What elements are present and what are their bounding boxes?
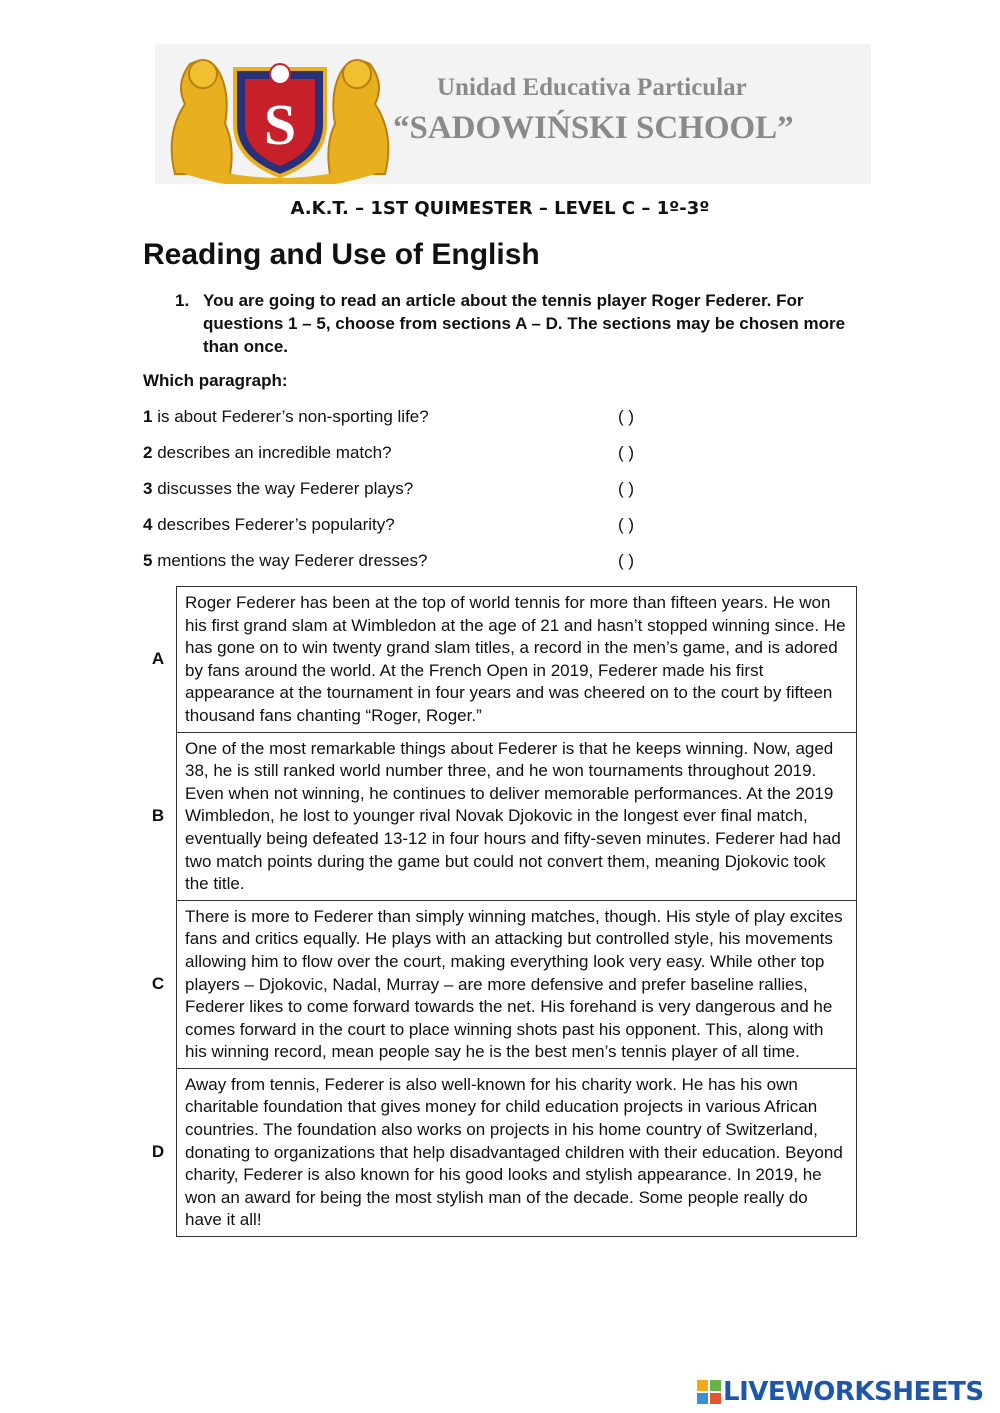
liveworksheets-brand [697, 1377, 984, 1407]
question-text: describes an incredible match? [152, 443, 392, 462]
instruction-text: You are going to read an article about the tennis player Roger Federer. For questions 1 – 5, choose from sections A – D. The sections may be chosen more than once. [203, 291, 846, 356]
question-number: 2 [143, 443, 153, 462]
school-banner [155, 44, 871, 184]
question-item [143, 513, 663, 549]
crest-letter: S [263, 92, 297, 157]
school-crest-icon [155, 44, 405, 184]
question-item [143, 405, 663, 441]
exam-header: A.K.T. – 1ST QUIMESTER – LEVEL C – 1º-3º [290, 198, 710, 219]
passage-letter-a: A [151, 649, 165, 669]
passage-letter-c: C [151, 974, 165, 994]
question-number: 5 [143, 551, 153, 570]
answer-slot[interactable]: ( ) [618, 443, 635, 462]
question-text: is about Federer’s non-sporting life? [152, 407, 429, 426]
passage-letter-d: D [151, 1142, 165, 1162]
question-item [143, 441, 663, 477]
passage-row-d [177, 1068, 857, 1236]
liveworksheets-logo-icon [697, 1380, 721, 1404]
question-text: describes Federer’s popularity? [152, 515, 395, 534]
section-title: Reading and Use of English [143, 238, 540, 271]
instructions [175, 289, 855, 358]
passage-row-b [177, 732, 857, 900]
instruction-number: 1. [175, 291, 190, 310]
passage-text-b: One of the most remarkable things about Federer is that he keeps winning. Now, aged 38, he is still ranked world number three, and he won tournaments throughout 2019. Even when not winning, he continues to deliver memorable performances. At the 2019 Wimbledon, he lost to younger rival Novak Djokovic in the longest ever final match, eventually being defeated 13-12 in four hours and fifty-seven minutes. Federer had had two match points during the game but could not convert them, meaning Djokovic took the title. [177, 732, 857, 900]
which-paragraph-prompt: Which paragraph: [143, 371, 288, 390]
question-text: mentions the way Federer dresses? [152, 551, 428, 570]
answer-slot[interactable]: ( ) [618, 515, 635, 534]
question-number: 1 [143, 407, 153, 426]
school-name-line1: Unidad Educativa Particular [437, 74, 747, 101]
passage-text-d: Away from tennis, Federer is also well-known for his charity work. He has his own charitable foundation that gives money for child education projects in various African countries. The foundation also works on projects in his home country of Switzerland, donating to organizations that help disadvantaged children with their education. Beyond charity, Federer is also known for his good looks and stylish appearance. In 2019, he won an award for being the most stylish man of the decade. Some people really do have it all! [177, 1068, 857, 1236]
question-list [143, 405, 663, 585]
question-item [143, 477, 663, 513]
question-number: 3 [143, 479, 153, 498]
question-text: discusses the way Federer plays? [152, 479, 414, 498]
answer-slot[interactable]: ( ) [618, 407, 635, 426]
passage-text-a: Roger Federer has been at the top of world tennis for more than fifteen years. He won his first grand slam at Wimbledon at the age of 21 and hasn’t stopped winning since. He has gone on to win twenty grand slam titles, a record in the men’s game, and is adored by fans around the world. At the French Open in 2019, Federer made his first appearance at the tournament in four years and was cheered on to the court by fifteen thousand fans chanting “Roger, Roger.” [177, 587, 857, 733]
passage-row-a [177, 587, 857, 733]
passage-letter-b: B [151, 806, 165, 826]
school-name-line2: “SADOWIŃSKI SCHOOL” [393, 110, 794, 146]
question-number: 4 [143, 515, 153, 534]
answer-slot[interactable]: ( ) [618, 551, 635, 570]
passage-row-c [177, 900, 857, 1068]
answer-slot[interactable]: ( ) [618, 479, 635, 498]
liveworksheets-wordmark: LIVEWORKSHEETS [723, 1377, 984, 1407]
passage-text-c: There is more to Federer than simply winning matches, though. His style of play excites fans and critics equally. He plays with an attacking but controlled style, his movements allowing him to flow over the court, making everything look very easy. While other top players – Djokovic, Nadal, Murray – are more defensive and prefer baseline rallies, Federer likes to come forward towards the net. His forehand is very dangerous and he comes forward in the court to place winning shots past his opponent. This, along with his winning record, mean people say he is the best men’s tennis player of all time. [177, 900, 857, 1068]
passage-table [176, 586, 857, 1237]
question-item [143, 549, 663, 585]
